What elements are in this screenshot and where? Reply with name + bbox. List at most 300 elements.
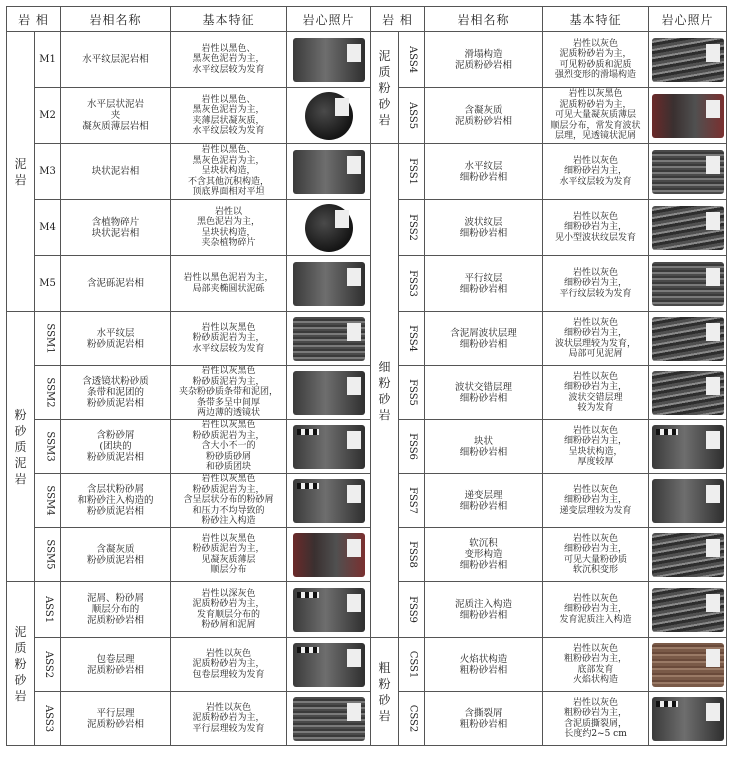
text-line: 岩性以灰色	[573, 371, 619, 382]
facies-feature	[543, 638, 649, 692]
facies-feature	[171, 88, 287, 144]
text-line: 可见粉砂质和泥质	[559, 59, 632, 70]
facies-code	[399, 582, 425, 638]
text-line: 和砂质团块	[206, 462, 252, 473]
text-line: 水平纹层	[96, 327, 135, 339]
core-photo-cell	[287, 144, 371, 200]
text-line: 岩性以灰黑色	[201, 322, 256, 333]
core-wavy-photo	[652, 317, 724, 361]
facies-code-text: ASS2	[43, 650, 55, 679]
facies-code	[35, 32, 61, 88]
text-line: 夹杂粉砂质条带和泥团，	[179, 387, 279, 398]
text-line: 岩性以灰黑色	[201, 474, 256, 485]
facies-name	[425, 474, 543, 528]
facies-code-text: ASS1	[43, 595, 55, 624]
text-line: 块状泥岩相	[91, 166, 140, 177]
core-label-tag	[706, 156, 720, 174]
facies-name	[425, 144, 543, 200]
core-scale-photo	[293, 588, 365, 632]
core-wavy-photo	[652, 533, 724, 577]
group-char: 岩	[14, 688, 27, 703]
facies-code	[35, 638, 61, 692]
facies-code	[399, 528, 425, 582]
facies-code	[399, 312, 425, 366]
core-label-tag	[347, 268, 361, 286]
text-line: 岩性以灰黑色	[201, 420, 256, 431]
core-slab-photo	[652, 479, 724, 523]
text-line: 黑灰色泥岩为主，	[192, 105, 265, 115]
text-line: 岩性以黑色、	[201, 43, 256, 54]
text-line: 波状交错层理	[568, 392, 623, 403]
facies-code-text: FSS7	[406, 487, 418, 514]
text-line: 可见大量粉砂质	[564, 554, 628, 565]
scale-bar	[656, 701, 678, 707]
header-feature-left: 基本特征	[171, 7, 287, 32]
text-line: 含呈层状分布的粉砂屑	[183, 495, 274, 506]
text-line: 粗粉砂岩相	[459, 718, 508, 730]
text-line: 平行纹层较为发育	[559, 288, 632, 299]
group-char: 砂	[14, 672, 27, 687]
facies-code	[399, 692, 425, 746]
group-char: 粉	[378, 676, 391, 691]
text-line: 细粉砂岩相	[459, 392, 508, 404]
text-line: 细粉砂岩为主，	[564, 436, 628, 446]
text-line: 平行层理	[96, 707, 135, 719]
core-round-photo	[305, 92, 353, 140]
core-scale-photo	[652, 697, 724, 741]
facies-name	[61, 256, 171, 312]
table-row	[7, 638, 727, 692]
text-line: 厚度较厚	[577, 457, 614, 467]
facies-name	[61, 638, 171, 692]
facies-name	[61, 528, 171, 582]
facies-code-text: SSM2	[44, 377, 56, 408]
text-line: 较为发育	[577, 403, 614, 413]
text-line: 岩性以灰色	[573, 533, 619, 544]
facies-code-text: SSM1	[44, 323, 56, 354]
facies-code	[35, 144, 61, 200]
core-scale-photo	[293, 479, 365, 523]
facies-name	[61, 366, 171, 420]
text-line: 细粉砂岩为主，	[564, 328, 628, 338]
text-line: 夹杂植物碎片	[201, 238, 256, 248]
core-round-photo	[305, 204, 353, 252]
text-line: 不含其他沉积构造，	[188, 176, 270, 187]
table-row	[7, 88, 727, 144]
facies-feature	[543, 528, 649, 582]
core-photo-cell	[287, 528, 371, 582]
core-laminated-photo	[293, 697, 365, 741]
text-line: 粗粉砂岩为主，	[564, 654, 628, 664]
text-line: 岩性以灰色	[573, 211, 619, 222]
text-line: 细粉砂岩相	[459, 500, 508, 512]
header-name-left: 岩相名称	[61, 7, 171, 32]
facies-feature	[543, 32, 649, 88]
text-line: 呈块状构造，	[201, 166, 256, 177]
text-line: 含泥质撕裂屑，	[564, 718, 628, 729]
facies-group-left	[7, 312, 35, 582]
facies-code-text: M4	[39, 222, 56, 233]
text-line: 黑色泥岩为主，	[197, 217, 261, 227]
text-line: 泥质粉砂岩相	[87, 615, 145, 626]
text-line: 岩性以黑色泥岩为主，	[183, 273, 274, 283]
text-line: 水平纹层较为发育	[192, 64, 265, 75]
text-line: 岩性以灰色	[573, 593, 619, 604]
core-label-tag	[706, 485, 720, 503]
facies-feature	[171, 256, 287, 312]
text-line: 岩性以深灰色	[201, 588, 256, 599]
facies-name	[61, 692, 171, 746]
text-line: 强烈变形的滑塌构造	[555, 70, 637, 80]
facies-code-text: FSS1	[406, 158, 418, 185]
facies-group-left	[7, 582, 35, 746]
text-line: 岩性以	[215, 206, 243, 217]
text-line: 和粉砂注入构造的	[77, 495, 154, 506]
facies-code-text: ASS4	[407, 45, 419, 74]
text-line: 软沉积变形	[573, 565, 619, 575]
text-line: 火焰状构造	[459, 653, 508, 665]
facies-code-text: FSS3	[406, 270, 418, 297]
text-line: 细粉砂岩相	[459, 609, 508, 621]
text-line: 含泥砾泥岩相	[87, 278, 145, 289]
text-line: 岩性以灰色	[573, 155, 619, 166]
facies-feature	[171, 420, 287, 474]
text-line: 岩性以灰色	[573, 317, 619, 328]
text-line: 条带和泥团的	[87, 387, 145, 398]
text-line: 粉砂质泥岩为主，	[192, 430, 265, 441]
core-red-photo	[652, 94, 724, 138]
core-brown-photo	[652, 643, 724, 687]
facies-code	[399, 474, 425, 528]
core-label-tag	[347, 485, 361, 503]
core-photo-cell	[287, 638, 371, 692]
core-photo-cell	[287, 32, 371, 88]
facies-group-right	[371, 638, 399, 746]
facies-feature	[543, 256, 649, 312]
text-line: 粉砂屑和泥屑	[201, 620, 256, 630]
text-line: 黑灰色泥岩为主，	[192, 54, 265, 65]
core-photo-cell	[649, 582, 727, 638]
header-photo-right: 岩心照片	[649, 7, 727, 32]
text-line: 底部发育	[577, 664, 614, 675]
text-line: 递变层理	[464, 489, 503, 501]
text-line: 细粉砂岩为主，	[564, 604, 628, 615]
facies-feature	[543, 88, 649, 144]
facies-feature	[543, 420, 649, 474]
core-label-tag	[706, 44, 720, 62]
table-row	[7, 420, 727, 474]
facies-feature	[171, 692, 287, 746]
facies-name	[425, 200, 543, 256]
text-line: 泥屑、粉砂屑	[87, 593, 145, 604]
core-photo-cell	[287, 420, 371, 474]
text-line: 水平纹层泥岩相	[82, 54, 149, 65]
text-line: 泥质粉砂岩为主，	[559, 99, 632, 110]
text-line: 细粉砂岩相	[459, 560, 508, 571]
group-char: 砂	[378, 96, 391, 111]
facies-code	[399, 366, 425, 420]
facies-feature	[171, 474, 287, 528]
text-line: 发育顺层分布的	[197, 609, 261, 620]
text-line: 含大小不一的	[201, 441, 256, 452]
text-line: 递变层理较为发育	[559, 505, 632, 516]
core-photo-cell	[649, 366, 727, 420]
table-row	[7, 144, 727, 200]
text-line: 泥质粉砂岩相	[455, 115, 513, 127]
table-row	[7, 312, 727, 366]
facies-code	[35, 366, 61, 420]
text-line: 粉砂质泥岩相	[87, 506, 145, 517]
scale-bar	[656, 429, 678, 435]
facies-code-text: FSS2	[406, 214, 418, 241]
facies-name	[425, 366, 543, 420]
scale-bar	[297, 592, 319, 598]
text-line: 细粉砂岩相	[459, 171, 508, 183]
core-label-tag	[347, 377, 361, 395]
text-line: 岩性以灰色	[573, 643, 619, 654]
text-line: 含撕裂屑	[464, 707, 503, 719]
facies-feature	[171, 582, 287, 638]
facies-name	[425, 312, 543, 366]
core-label-tag	[347, 594, 361, 612]
text-line: 岩性以灰色	[206, 648, 252, 659]
table-row	[7, 256, 727, 312]
core-photo-cell	[287, 312, 371, 366]
text-line: (团块的	[99, 441, 132, 452]
text-line: 呈块状构造，	[568, 446, 623, 457]
header-row	[7, 7, 727, 32]
text-line: 含透镜状粉砂质	[82, 376, 149, 387]
group-char: 泥	[14, 455, 27, 470]
core-photo-cell	[649, 420, 727, 474]
table-row	[7, 366, 727, 420]
text-line: 泥质粉砂岩为主，	[192, 599, 265, 609]
facies-code	[399, 200, 425, 256]
text-line: 顶底界面相对平坦	[192, 187, 265, 198]
facies-code	[35, 200, 61, 256]
core-photo-cell	[287, 366, 371, 420]
text-line: 顺层分布	[210, 565, 247, 575]
text-line: 含粉砂屑	[96, 430, 135, 441]
text-line: 含泥屑波状层理	[450, 327, 517, 339]
group-char: 砂	[378, 692, 391, 707]
text-line: 细粉砂岩为主，	[564, 382, 628, 392]
text-line: 泥质粉砂岩相	[87, 664, 145, 676]
facies-code-text: CSS2	[407, 704, 419, 733]
text-line: 局部可见泥屑	[568, 349, 623, 359]
group-char: 岩	[378, 708, 391, 723]
text-line: 黑灰色泥岩为主，	[192, 155, 265, 166]
core-photo-cell	[649, 474, 727, 528]
text-line: 波状纹层	[464, 216, 503, 228]
text-line: 包卷层理较为发育	[192, 669, 265, 680]
core-photo-cell	[649, 692, 727, 746]
facies-group-left	[7, 32, 35, 312]
core-label-tag	[706, 100, 720, 118]
facies-code-text: SSM5	[44, 539, 56, 570]
facies-code-text: FSS6	[406, 433, 418, 460]
core-photo-cell	[287, 256, 371, 312]
core-slab-photo	[293, 38, 365, 82]
group-char: 粗	[378, 660, 391, 675]
core-label-tag	[335, 98, 349, 116]
text-line: 顺层分布，常发育波状	[550, 120, 641, 131]
core-label-tag	[706, 539, 720, 557]
text-line: 岩性以黑色、	[201, 94, 256, 105]
text-line: 泥质粉砂岩相	[455, 59, 513, 71]
text-line: 平行层理较为发育	[192, 723, 265, 734]
core-wavy-photo	[652, 371, 724, 415]
facies-code	[35, 420, 61, 474]
facies-name	[425, 528, 543, 582]
table-row	[7, 32, 727, 88]
facies-code-text: FSS4	[406, 325, 418, 352]
text-line: 细粉砂岩为主，	[564, 166, 628, 177]
group-char: 质	[14, 640, 27, 655]
lithofacies-table-figure	[6, 6, 726, 755]
group-char: 泥	[14, 156, 27, 171]
facies-feature	[543, 144, 649, 200]
text-line: 细粉砂岩为主，	[564, 495, 628, 506]
core-label-tag	[347, 649, 361, 667]
facies-name	[61, 200, 171, 256]
text-line: 岩性以灰黑色	[568, 89, 623, 100]
facies-group-right	[371, 32, 399, 144]
text-line: 细粉砂岩相	[459, 338, 508, 350]
facies-name	[61, 32, 171, 88]
text-line: 粉砂质泥岩为主，	[192, 333, 265, 344]
text-line: 见凝灰质薄层	[201, 554, 256, 565]
facies-code-text: M2	[39, 110, 56, 121]
text-line: 粉砂注入构造	[201, 516, 256, 527]
facies-name	[425, 420, 543, 474]
facies-code-text: M3	[39, 166, 56, 177]
core-photo-cell	[287, 692, 371, 746]
core-label-tag	[347, 703, 361, 721]
core-slab-photo	[293, 262, 365, 306]
header-facies-right: 岩 相	[371, 7, 425, 32]
table-row	[7, 692, 727, 746]
text-line: 和压力不均导致的	[192, 505, 265, 516]
text-line: 软沉积	[469, 538, 498, 549]
group-char: 泥	[378, 48, 391, 63]
core-photo-cell	[649, 32, 727, 88]
header-name-right: 岩相名称	[425, 7, 543, 32]
group-char: 岩	[14, 471, 27, 486]
text-line: 包卷层理	[96, 653, 135, 665]
facies-name	[425, 638, 543, 692]
text-line: 两边薄的透镜状	[197, 408, 261, 419]
core-wavy-photo	[652, 588, 724, 632]
group-char: 砂	[378, 391, 391, 406]
text-line: 岩性以灰色	[206, 702, 252, 713]
core-photo-cell	[287, 88, 371, 144]
core-label-tag	[706, 212, 720, 230]
facies-code	[35, 256, 61, 312]
group-char: 质	[378, 64, 391, 79]
text-line: 呈块状构造，	[201, 227, 256, 238]
facies-code-text: FSS5	[406, 379, 418, 406]
core-label-tag	[347, 323, 361, 341]
core-label-tag	[706, 431, 720, 449]
facies-code-text: SSM4	[44, 485, 56, 516]
facies-name	[425, 256, 543, 312]
facies-group-right	[371, 144, 399, 638]
facies-code-text: M1	[39, 54, 56, 65]
facies-name	[425, 88, 543, 144]
table-body	[7, 32, 727, 746]
text-line: 岩性以灰色	[573, 267, 619, 278]
text-line: 泥质注入构造	[455, 598, 513, 610]
text-line: 岩性以灰黑色	[201, 366, 256, 377]
text-line: 泥质粉砂岩为主，	[192, 659, 265, 670]
group-char: 细	[378, 359, 391, 374]
facies-code-text: ASS5	[407, 101, 419, 130]
facies-name	[425, 32, 543, 88]
facies-feature	[171, 200, 287, 256]
facies-name	[61, 312, 171, 366]
text-line: 粉砂质泥岩为主，	[192, 376, 265, 387]
group-char: 岩	[14, 172, 27, 187]
text-line: 变形构造	[464, 549, 503, 560]
group-char: 粉	[378, 375, 391, 390]
facies-feature	[171, 366, 287, 420]
text-line: 水平纹层	[464, 160, 503, 172]
facies-feature	[171, 638, 287, 692]
header-feature-right: 基本特征	[543, 7, 649, 32]
group-char: 岩	[378, 112, 391, 127]
core-scale-photo	[652, 425, 724, 469]
core-laminated-photo	[652, 262, 724, 306]
text-line: 滑塌构造	[464, 48, 503, 60]
text-line: 火焰状构造	[573, 675, 619, 685]
text-line: 粗粉砂岩相	[459, 664, 508, 676]
text-line: 粉砂质泥岩相	[87, 338, 145, 350]
text-line: 粉砂质泥岩相	[87, 554, 145, 566]
facies-code	[399, 638, 425, 692]
facies-feature	[543, 366, 649, 420]
facies-feature	[543, 200, 649, 256]
facies-name	[61, 420, 171, 474]
facies-code	[35, 582, 61, 638]
text-line: 见小型波状纹层发育	[555, 232, 637, 243]
text-line: 波状交错层理	[455, 381, 513, 393]
core-scale-photo	[293, 425, 365, 469]
core-photo-cell	[649, 312, 727, 366]
facies-code	[35, 528, 61, 582]
facies-feature	[543, 582, 649, 638]
text-line: 粉砂质砂屑	[206, 451, 252, 462]
text-line: 含凝灰质	[96, 543, 135, 555]
core-wavy-photo	[652, 38, 724, 82]
facies-code	[35, 474, 61, 528]
core-label-tag	[335, 210, 349, 228]
text-line: 泥质粉砂岩为主，	[559, 49, 632, 59]
facies-code	[35, 312, 61, 366]
core-photo-cell	[649, 528, 727, 582]
text-line: 细粉砂岩相	[459, 227, 508, 239]
group-char: 砂	[14, 423, 27, 438]
facies-code-text: FSS8	[406, 541, 418, 568]
table-row	[7, 200, 727, 256]
core-label-tag	[706, 594, 720, 612]
facies-name	[61, 474, 171, 528]
text-line: 平行纹层	[464, 272, 503, 284]
core-label-tag	[706, 649, 720, 667]
core-label-tag	[347, 156, 361, 174]
facies-code-text: M5	[39, 278, 56, 289]
core-label-tag	[706, 268, 720, 286]
